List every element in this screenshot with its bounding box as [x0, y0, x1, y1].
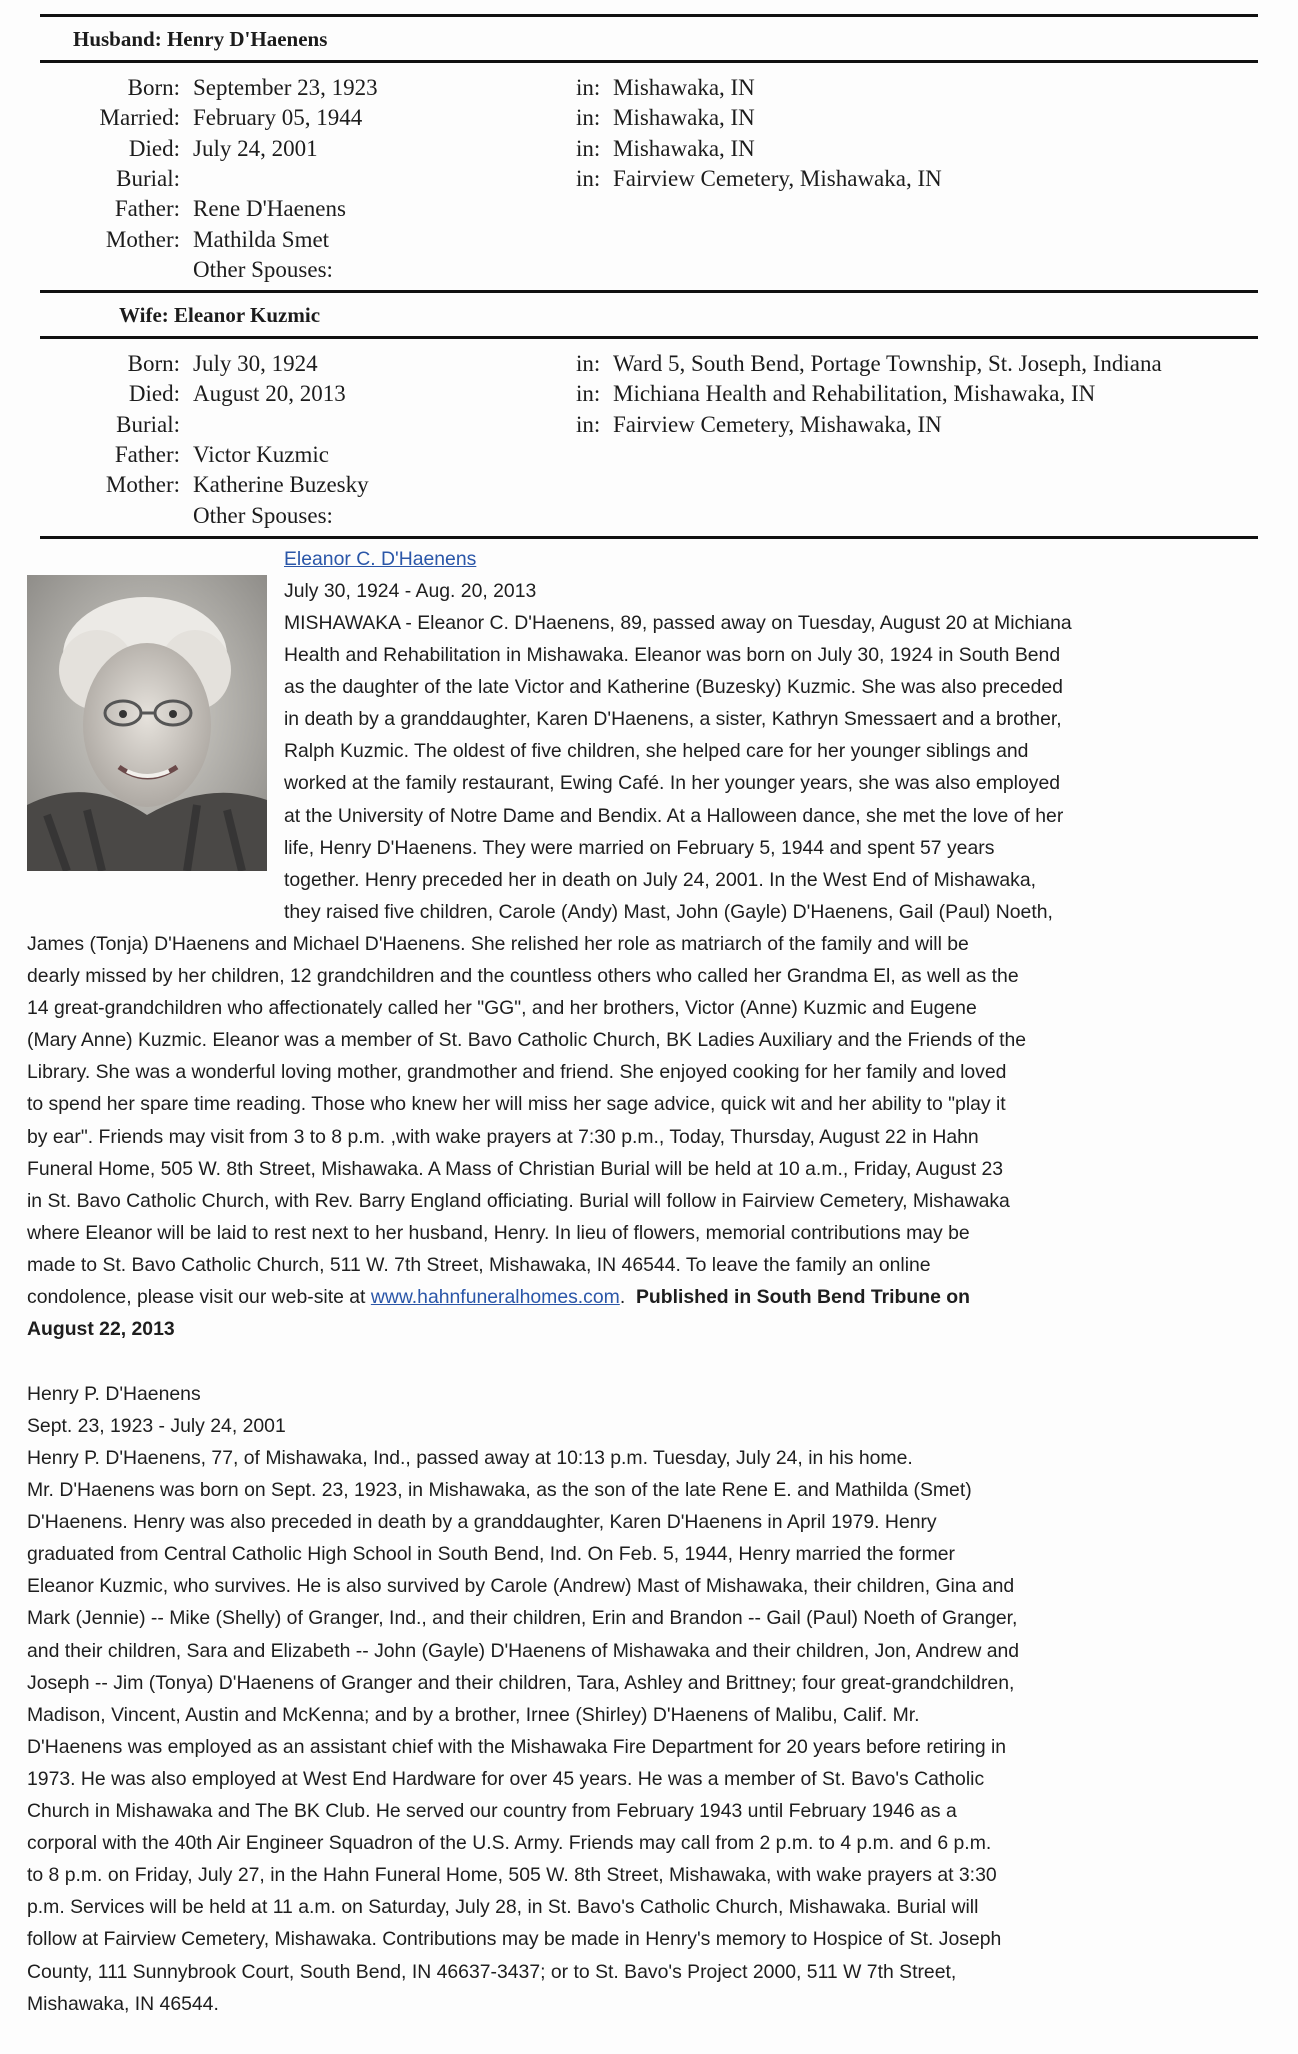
fact-label: Died: — [128, 135, 180, 161]
eleanor-obit-line: (Mary Anne) Kuzmic. Eleanor was a member of St. Bavo Catholic Church, BK Ladies Auxiliary and the Friends of the — [27, 1029, 1027, 1052]
wife-fact-row — [0, 501, 1298, 531]
fact-label: Burial: — [116, 165, 180, 191]
eleanor-obit-line: at the University of Notre Dame and Bendix. At a Halloween dance, she met the love of her — [284, 804, 1064, 827]
fact-label: Mother: — [105, 472, 180, 498]
eleanor-obit-footer — [27, 1281, 970, 1345]
published-date: August 22, 2013 — [27, 1318, 175, 1341]
husband-header — [73, 27, 327, 52]
fact-label: Married: — [99, 105, 180, 131]
henry-obit-line: Mr. D'Haenens was born on Sept. 23, 1923, in Mishawaka, as the son of the late Rene E. and Mathilda (Smet) — [27, 1479, 972, 1502]
fact-place: Mishawaka, IN — [613, 135, 755, 161]
fact-value: September 23, 1923 — [193, 75, 378, 100]
wife-fact-row — [0, 440, 1298, 470]
henry-obit-body — [27, 1442, 1019, 2020]
wife-fact-row — [0, 379, 1298, 409]
fact-value: Katherine Buzesky — [193, 472, 369, 498]
eleanor-obit-line: Library. She was a wonderful loving mother, grandmother and friend. She enjoyed cooking for her family and loved — [27, 1061, 1007, 1084]
fact-place: Fairview Cemetery, Mishawaka, IN — [613, 165, 942, 191]
eleanor-obit-dates: July 30, 1924 - Aug. 20, 2013 — [284, 580, 537, 603]
fact-label: Father: — [114, 196, 180, 222]
wife-fact-row — [0, 470, 1298, 500]
fact-place: Mishawaka, IN — [613, 105, 755, 131]
henry-obit-line: Joseph -- Jim (Tonya) D'Haenens of Granger and their children, Tara, Ashley and Brittney; four great-grandchildren, — [27, 1671, 1015, 1694]
eleanor-obit-line: Funeral Home, 505 W. 8th Street, Mishawaka. A Mass of Christian Burial will be held at 10 a.m., Friday, August 23 — [27, 1157, 1004, 1180]
henry-obit-line: 1973. He was also employed at West End Hardware for over 45 years. He was a member of St. Bavo's Catholic — [27, 1767, 985, 1790]
period: . — [619, 1286, 626, 1308]
in-label: in: — [576, 105, 601, 131]
fact-place: Fairview Cemetery, Mishawaka, IN — [613, 411, 942, 437]
husband-fact-row — [0, 194, 1298, 224]
fact-value: Other Spouses: — [193, 256, 333, 282]
henry-obit-line: D'Haenens was employed as an assistant chief with the Mishawaka Fire Department for 20 years before retiring in — [27, 1735, 1007, 1758]
in-label: in: — [576, 75, 601, 100]
henry-obit-line: Henry P. D'Haenens, 77, of Mishawaka, Ind., passed away at 10:13 p.m. Tuesday, July 24, in his home. — [27, 1447, 913, 1469]
henry-obit-line: Church in Mishawaka and The BK Club. He served our country from February 1943 until February 1946 as a — [27, 1800, 957, 1823]
fact-value: August 20, 2013 — [193, 381, 346, 407]
eleanor-portrait-photo — [27, 575, 267, 871]
henry-obit-line: Eleanor Kuzmic, who survives. He is also survived by Carole (Andrew) Mast of Mishawaka, their children, Gina and — [27, 1575, 1015, 1598]
eleanor-obit-line: dearly missed by her children, 12 grandchildren and the countless others who called her Grandma El, as well as the — [27, 965, 1019, 988]
published-note: Published in South Bend Tribune on — [636, 1286, 970, 1308]
henry-obit-line: D'Haenens. Henry was also preceded in death by a granddaughter, Karen D'Haenens in April 1979. Henry — [27, 1511, 937, 1534]
wife-fact-row — [0, 410, 1298, 440]
henry-obit-line: and their children, Sara and Elizabeth -- John (Gayle) D'Haenens of Mishawaka and their children, Jon, Andrew and — [27, 1639, 1020, 1662]
henry-obit-dates: Sept. 23, 1923 - July 24, 2001 — [27, 1415, 286, 1438]
henry-obit-line: Mark (Jennie) -- Mike (Shelly) of Granger, Ind., and their children, Erin and Brandon -- Gail (Paul) Noeth of Granger, — [27, 1607, 1018, 1630]
eleanor-obit-body-narrow — [284, 607, 1072, 928]
eleanor-obit-line: worked at the family restaurant, Ewing Café. In her younger years, she was also employed — [284, 772, 1061, 795]
wife-name: Eleanor Kuzmic — [174, 303, 321, 327]
fact-value: July 30, 1924 — [193, 351, 318, 376]
henry-obit-line: corporal with the 40th Air Engineer Squadron of the U.S. Army. Friends may call from 2 p.m. to 4 p.m. and 6 p.m. — [27, 1832, 992, 1855]
husband-fact-row — [0, 255, 1298, 285]
eleanor-obit-line: Ralph Kuzmic. The oldest of five children, she helped care for her younger siblings and — [284, 740, 1029, 763]
eleanor-obit-line: by ear". Friends may visit from 3 to 8 p.m. ,with wake prayers at 7:30 p.m., Today, Thursday, August 22 in Hahn — [27, 1125, 979, 1148]
eleanor-obit-line: where Eleanor will be laid to rest next to her husband, Henry. In lieu of flowers, memorial contributions may be — [27, 1221, 970, 1244]
husband-header-label: Husband: — [73, 27, 162, 51]
henry-obit-line: follow at Fairview Cemetery, Mishawaka. Contributions may be made in Henry's memory to Hospice of St. Joseph — [27, 1928, 1002, 1951]
fact-label: Burial: — [116, 411, 180, 437]
eleanor-obit-line: in St. Bavo Catholic Church, with Rev. Barry England officiating. Burial will follow in Fairview Cemetery, Mishawaka — [27, 1189, 1010, 1212]
husband-rule — [40, 60, 1258, 63]
eleanor-obit-line: 14 great-grandchildren who affectionately called her "GG", and her brothers, Victor (Anne) Kuzmic and Eugene — [27, 997, 977, 1020]
fact-label: Died: — [128, 381, 180, 407]
henry-obit-header — [27, 1378, 286, 1442]
eleanor-obit-line: made to St. Bavo Catholic Church, 511 W. 7th Street, Mishawaka, IN 46544. To leave the family an online — [27, 1253, 931, 1276]
eleanor-obit-line: to spend her spare time reading. Those who knew her will miss her sage advice, quick wit and her ability to "play it — [27, 1093, 1006, 1116]
fact-value: Mathilda Smet — [193, 226, 330, 252]
eleanor-obit-line: life, Henry D'Haenens. They were married on February 5, 1944 and spent 57 years — [284, 836, 995, 859]
eleanor-obit-line: as the daughter of the late Victor and Katherine (Buzesky) Kuzmic. She was also preceded — [284, 676, 1063, 699]
husband-fact-row — [0, 103, 1298, 133]
in-label: in: — [576, 351, 601, 376]
bottom-rule — [40, 536, 1258, 539]
in-label: in: — [576, 381, 601, 407]
fact-value: February 05, 1944 — [193, 105, 363, 131]
eleanor-obit-line: James (Tonja) D'Haenens and Michael D'Haenens. She relished her role as matriarch of the family and will be — [27, 933, 969, 955]
eleanor-obit-line: Health and Rehabilitation in Mishawaka. Eleanor was born on July 30, 1924 in South Bend — [284, 644, 1061, 667]
wife-fact-row — [0, 349, 1298, 379]
eleanor-obit-name-link[interactable]: Eleanor C. D'Haenens — [284, 548, 477, 570]
wife-rule — [40, 336, 1258, 339]
eleanor-obit-line: they raised five children, Carole (Andy) Mast, John (Gayle) D'Haenens, Gail (Paul) Noeth, — [284, 900, 1053, 923]
in-label: in: — [576, 411, 601, 437]
husband-fact-row — [0, 73, 1298, 103]
wife-top-rule — [40, 290, 1258, 293]
eleanor-obit-line: in death by a granddaughter, Karen D'Haenens, a sister, Kathryn Smessaert and a brother, — [284, 708, 1062, 731]
fact-value: Rene D'Haenens — [193, 196, 346, 222]
henry-obit-line: County, 111 Sunnybrook Court, South Bend, IN 46637-3437; or to St. Bavo's Project 2000, 511 W 7th Street, — [27, 1960, 957, 1983]
fact-label: Father: — [114, 441, 180, 467]
fact-place: Ward 5, South Bend, Portage Township, St. Joseph, Indiana — [613, 351, 1162, 376]
eleanor-obit-line: together. Henry preceded her in death on July 24, 2001. In the West End of Mishawaka, — [284, 868, 1037, 891]
eleanor-obit-header — [284, 543, 536, 607]
top-rule — [40, 14, 1258, 17]
henry-obit-line: p.m. Services will be held at 11 a.m. on Saturday, July 28, in St. Bavo's Catholic Church, Mishawaka. Burial will — [27, 1896, 979, 1919]
henry-obit-line: to 8 p.m. on Friday, July 27, in the Hahn Funeral Home, 505 W. 8th Street, Mishawaka, with wake prayers at 3:30 — [27, 1864, 997, 1887]
wife-header — [119, 303, 320, 328]
wife-header-label: Wife: — [119, 303, 169, 327]
fact-place: Mishawaka, IN — [613, 75, 755, 100]
fact-label: Mother: — [105, 226, 180, 252]
henry-obit-line: graduated from Central Catholic High School in South Bend, Ind. On Feb. 5, 1944, Henry married the former — [27, 1543, 956, 1566]
fact-label: Born: — [127, 75, 180, 100]
henry-obit-line: Madison, Vincent, Austin and McKenna; and by a brother, Irnee (Shirley) D'Haenens of Malibu, Calif. Mr. — [27, 1703, 920, 1726]
eleanor-obit-body-wide — [27, 928, 1026, 1281]
fact-value: Other Spouses: — [193, 502, 333, 528]
henry-obit-name: Henry P. D'Haenens — [27, 1383, 201, 1405]
husband-fact-row — [0, 134, 1298, 164]
henry-obit-line: Mishawaka, IN 46544. — [27, 1992, 219, 2015]
husband-name: Henry D'Haenens — [166, 27, 328, 51]
in-label: in: — [576, 165, 601, 191]
eleanor-obit-line: MISHAWAKA - Eleanor C. D'Haenens, 89, passed away on Tuesday, August 20 at Michiana — [284, 612, 1072, 634]
fact-value: July 24, 2001 — [193, 135, 318, 161]
husband-fact-row — [0, 164, 1298, 194]
condolence-text: condolence, please visit our web-site at — [27, 1286, 371, 1308]
website-link[interactable]: www.hahnfuneralhomes.com — [370, 1286, 620, 1308]
husband-fact-row — [0, 225, 1298, 255]
in-label: in: — [576, 135, 601, 161]
fact-label: Born: — [127, 351, 180, 376]
fact-place: Michiana Health and Rehabilitation, Mishawaka, IN — [613, 381, 1096, 407]
fact-value: Victor Kuzmic — [193, 441, 329, 467]
